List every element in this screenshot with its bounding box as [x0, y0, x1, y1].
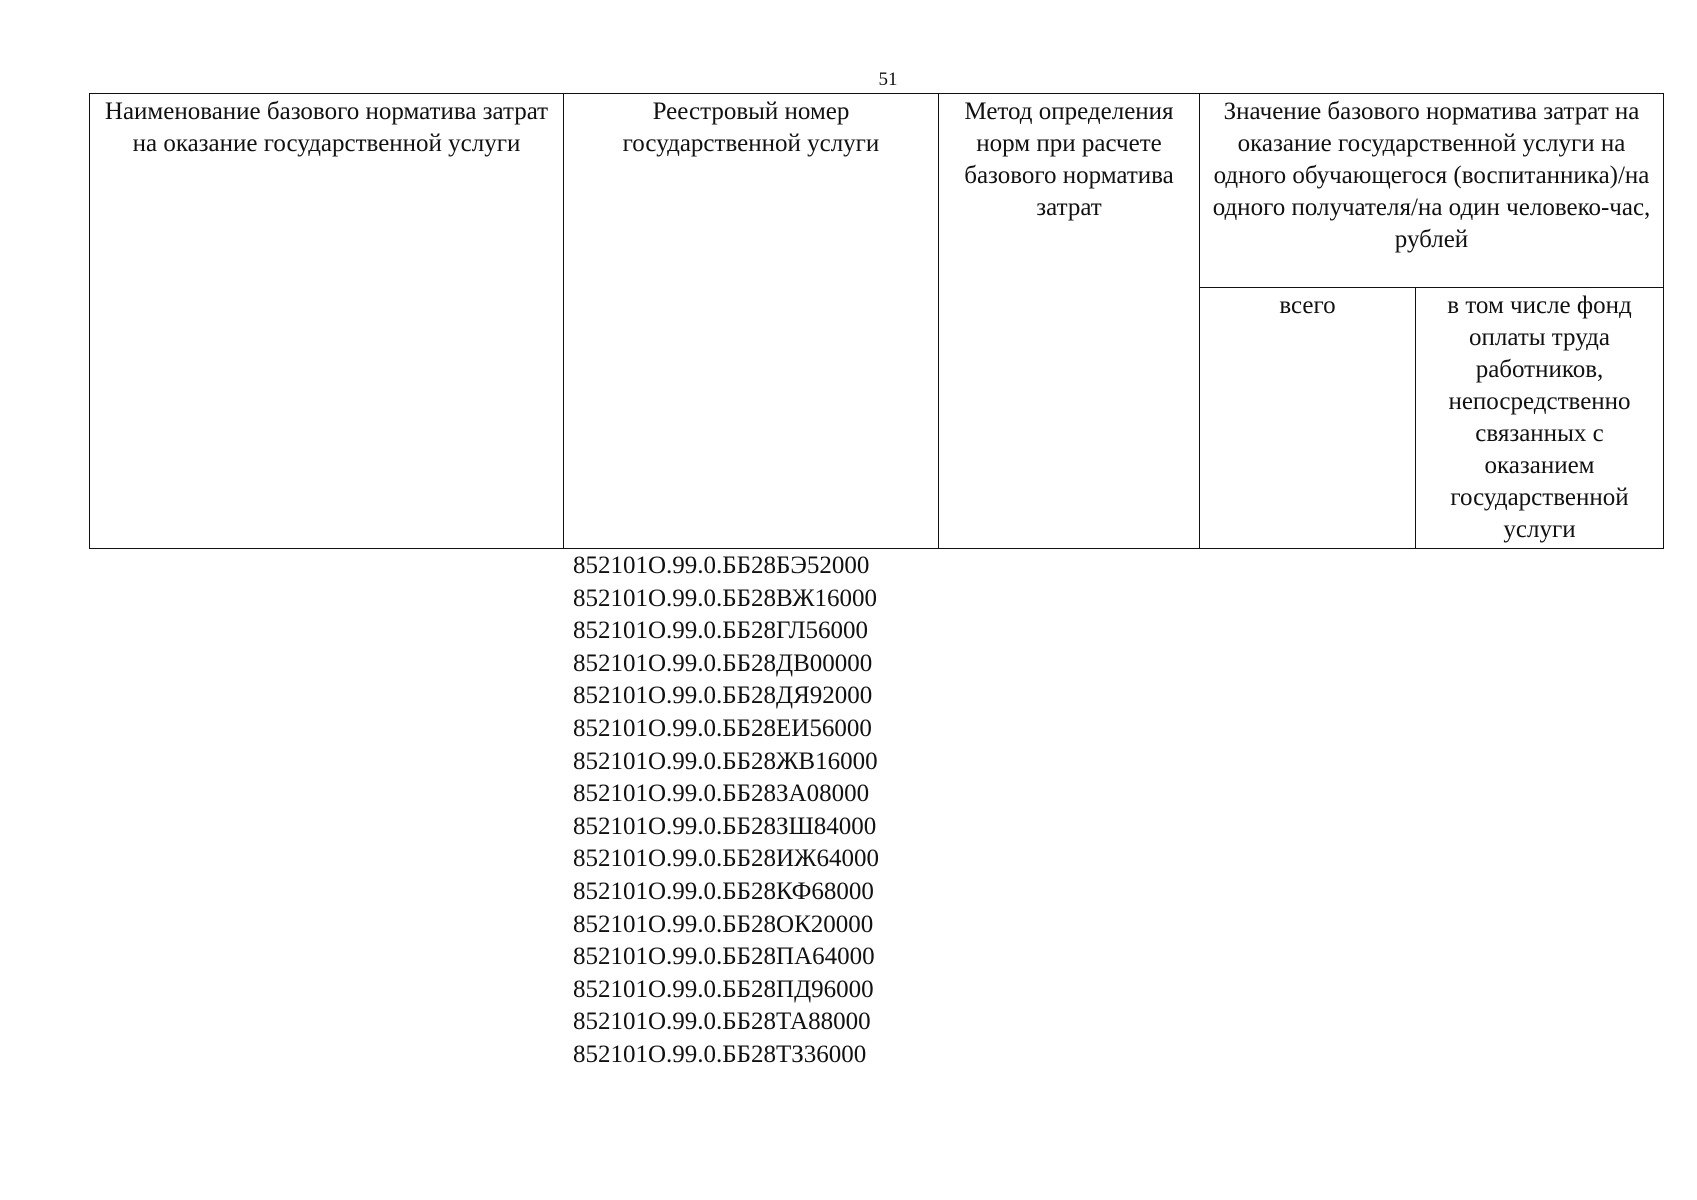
registry-code: 852101О.99.0.ББ28ВЖ16000 — [573, 584, 877, 612]
registry-code: 852101О.99.0.ББ28КФ68000 — [573, 877, 874, 905]
header-row-top — [90, 94, 1664, 288]
registry-code: 852101О.99.0.ББ28ПА64000 — [573, 943, 875, 971]
registry-code: 852101О.99.0.ББ28БЭ52000 — [573, 552, 870, 579]
registry-codes-list — [573, 550, 879, 1072]
registry-code: 852101О.99.0.ББ28ГЛ56000 — [573, 617, 869, 645]
header-including-payroll: в том числе фонд оплаты труда работников, непосредственно связанных с оказанием государственной услуги — [1416, 288, 1664, 549]
header-method: Метод определения норм при расчете базового норматива затрат — [939, 94, 1200, 549]
registry-code: 852101О.99.0.ББ28ДЯ92000 — [573, 682, 873, 710]
header-name: Наименование базового норматива затрат на оказание государственной услуги — [90, 94, 564, 549]
registry-code: 852101О.99.0.ББ28ОК20000 — [573, 910, 874, 938]
registry-code: 852101О.99.0.ББ28ДВ00000 — [573, 649, 873, 677]
registry-code: 852101О.99.0.ББ28ПД96000 — [573, 975, 874, 1003]
registry-code: 852101О.99.0.ББ28ТА88000 — [573, 1008, 871, 1036]
registry-code: 852101О.99.0.ББ28ТЗ36000 — [573, 1040, 867, 1068]
registry-code: 852101О.99.0.ББ28ЗА08000 — [573, 780, 870, 808]
registry-code: 852101О.99.0.ББ28ЖВ16000 — [573, 747, 878, 775]
registry-code: 852101О.99.0.ББ28ЕИ56000 — [573, 714, 872, 742]
norm-table — [89, 93, 1664, 549]
page-number: 51 — [878, 69, 898, 90]
header-registry-number: Реестровый номер государственной услуги — [564, 94, 939, 549]
header-value: Значение базового норматива затрат на оказание государственной услуги на одного обучающегося (воспитанника)/на одного получателя/на один человеко-час, рублей — [1200, 94, 1664, 288]
registry-code: 852101О.99.0.ББ28ЗШ84000 — [573, 812, 877, 840]
registry-code: 852101О.99.0.ББ28ИЖ64000 — [573, 845, 879, 873]
header-total: всего — [1200, 288, 1416, 549]
